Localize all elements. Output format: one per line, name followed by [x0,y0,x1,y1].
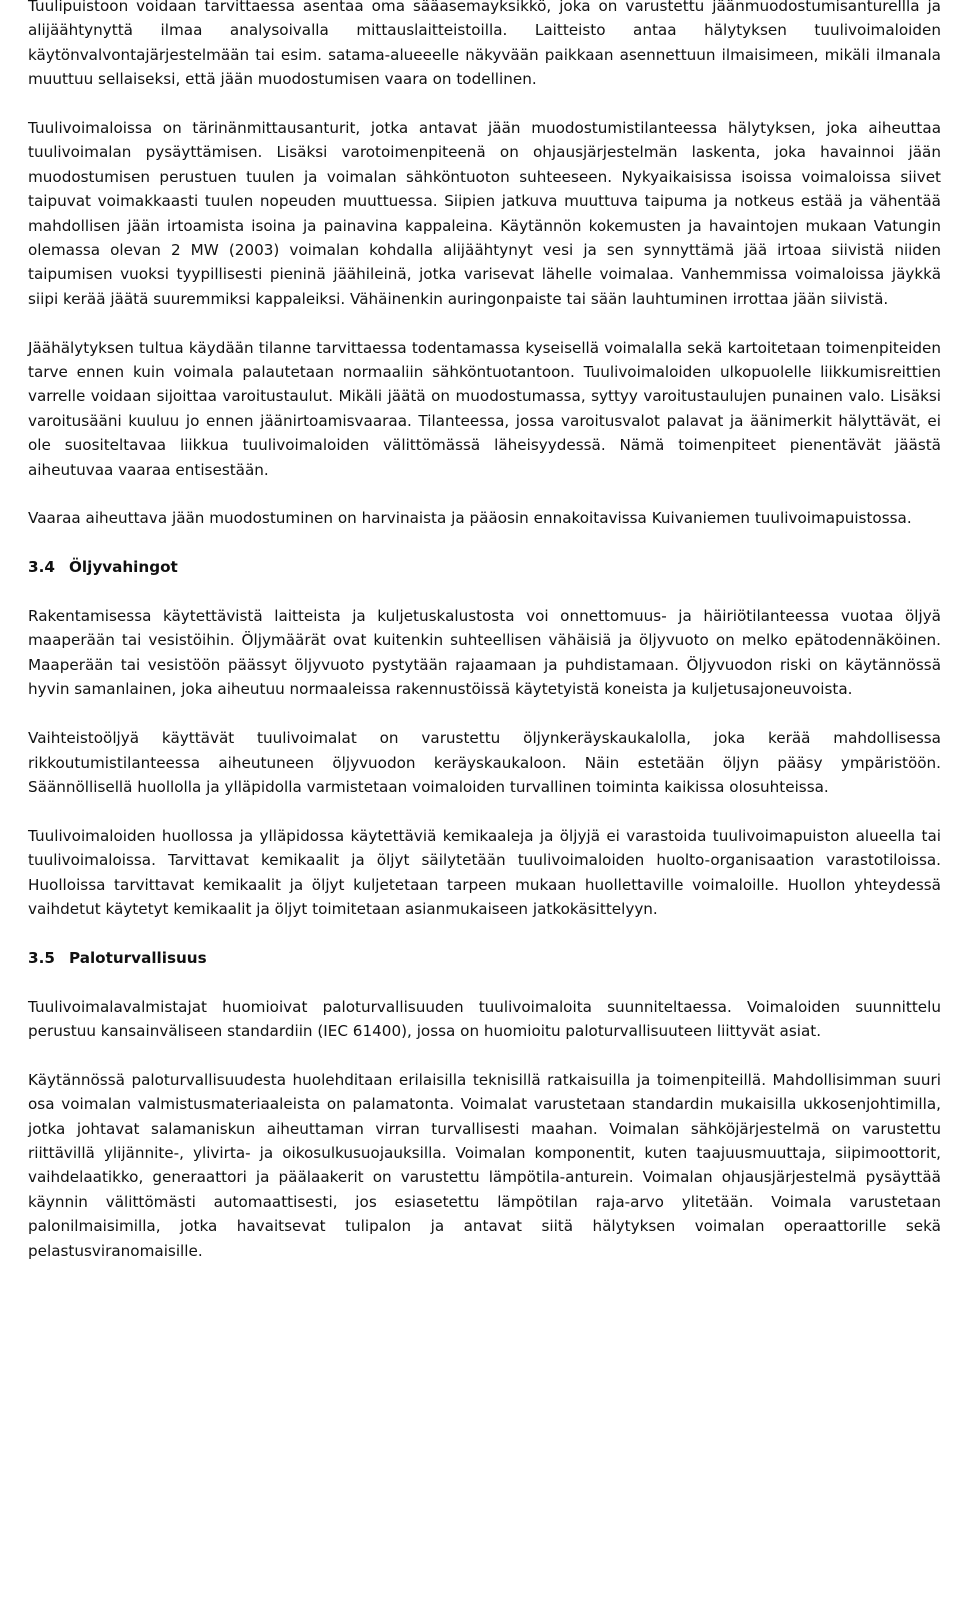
paragraph: Jäähälytyksen tultua käydään tilanne tarvittaessa todentamassa kyseisellä voimalalla sekä kartoitetaan toimenpiteiden tarve ennen kuin voimala palautetaan normaaliin sähköntuotantoon. Tuulivoimaloiden ulkopuolelle liikkumisreittien varrelle voidaan sijoittaa varoitustaulut. Mikäli jäätä on muodostumassa, syttyy varoitustaulujen punainen valo. Lisäksi varoitusääni kuuluu jo ennen jäänirtoamisvaaraa. Tilanteessa, jossa varoitusvalot palavat ja äänimerkit hälyttävät, ei ole suositeltavaa liikkua tuulivoimaloiden välittömässä läheisyydessä. Nämä toimenpiteet pienentävät jäästä aiheutuvaa vaaraa entisestään. [28,338,941,479]
section-heading-3-4 [28,555,941,579]
paragraph: Tuulipuistoon voidaan tarvittaessa asentaa oma sääasemayksikkö, joka on varustettu jäänmuodostumisanturellla ja alijäähtynyttä ilmaa analysoivalla mittauslaitteistoilla. Laitteisto antaa hälytyksen tuulivoimaloiden käytönvalvontajärjestelmään tai esim. satama-alueeelle näkyvään paikkaan asennettuun ilmaisimeen, mikäli ilmanala muuttuu sellaiseksi, että jään muodostumisen vaara on todellinen. [28,0,941,89]
paragraph: Vaaraa aiheuttava jään muodostuminen on harvinaista ja pääosin ennakoitavissa Kuivaniemen tuulivoimapuistossa. [28,509,912,528]
paragraph: Rakentamisessa käytettävistä laitteista ja kuljetuskalustosta voi onnettomuus- ja häiriötilanteessa vuotaa öljyä maaperään tai vesistöihin. Öljymäärät ovat kuitenkin suhteellisen vähäisiä ja öljyvuoto on melko epätodennäköinen. Maaperään tai vesistöön päässyt öljyvuoto pystytään rajaamaan ja puhdistamaan. Öljyvuodon riski on käytännössä hyvin samanlainen, joka aiheutuu normaaleissa rakennustöissä käytetyistä koneista ja kuljetusajoneuvoista. [28,607,941,699]
paragraph: Vaihteistoöljyä käyttävät tuulivoimalat on varustettu öljynkeräyskaukalolla, joka kerää mahdollisessa rikkoutumistilanteessa aiheutuneen öljyvuodon keräyskaukaloon. Näin estetään öljyn pääsy ympäristöön. Säännöllisellä huollolla ja ylläpidolla varmistetaan voimaloiden turvallinen toiminta kaikissa olosuhteissa. [28,729,941,796]
paragraph: Tuulivoimaloissa on tärinänmittausanturit, jotka antavat jään muodostumistilanteessa hälytyksen, joka aiheuttaa tuulivoimalan pysäyttämisen. Lisäksi varotoimenpiteenä on ohjausjärjestelmän laskenta, joka havainnoi jään muodostumisen perustuen tuulen ja voimalan sähköntuoton suhteeseen. Nykyaikaisissa isoissa voimaloissa siivet taipuvat voimakkaasti tuulen nopeuden muuttuessa. Siipien jatkuva muuttuva taipuma ja notkeus estää ja vähentää mahdollisen jään irtoamista isoina ja painavina kappaleina. Käytännön kokemusten ja havaintojen mukaan Vatungin olemassa olevan 2 MW (2003) voimalan kohdalla alijäähtynyt vesi ja sen synnyttämä jää irtoaa siivistä niiden taipumisen vuoksi tyypillisesti pieninä jäähileinä, jotka varisevat lähelle voimalaa. Vanhemmissa voimaloissa jäykkä siipi kerää jäätä suuremmiksi kappaleiksi. Vähäinenkin auringonpaiste tai sään lauhtuminen irrottaa jään siivistä. [28,119,941,308]
section-heading-3-5 [28,946,941,970]
section-title: Öljyvahingot [69,558,178,577]
paragraph: Tuulivoimalavalmistajat huomioivat paloturvallisuuden tuulivoimaloita suunniteltaessa. Voimaloiden suunnittelu perustuu kansainväliseen standardiin (IEC 61400), jossa on huomioitu paloturvallisuuteen liittyvät asiat. [28,997,941,1040]
section-title: Paloturvallisuus [69,948,207,967]
paragraph: Tuulivoimaloiden huollossa ja ylläpidossa käytettäviä kemikaaleja ja öljyjä ei varastoida tuulivoimapuiston alueella tai tuulivoimaloissa. Tarvittavat kemikaalit ja öljyt säilytetään tuulivoimaloiden huolto-organisaation varastotiloissa. Huolloissa tarvittavat kemikaalit ja öljyt kuljetetaan tarpeen mukaan huollettaville voimaloille. Huollon yhteydessä vaihdetut käytetyt kemikaalit ja öljyt toimitetaan asianmukaiseen jatkokäsittelyyn. [28,826,941,918]
section-number: 3.4 [28,558,55,577]
paragraph: Käytännössä paloturvallisuudesta huolehditaan erilaisilla teknisillä ratkaisuilla ja toimenpiteillä. Mahdollisimman suuri osa voimalan valmistusmateriaaleista on palamatonta. Voimalat varustetaan standardin mukaisilla ukkosenjohtimilla, jotka johtavat salamaniskun aiheuttaman virran turvallisesti maahan. Voimalan sähköjärjestelmä on varustettu riittävillä ylijännite-, ylivirta- ja oikosulkusuojauksilla. Voimalan komponentit, kuten taajuusmuuttaja, siipimoottorit, vaihdelaatikko, generaattori ja päälaakerit on varustettu lämpötila-anturein. Voimalan ohjausjärjestelmä pysäyttää käynnin välittömästi automaattisesti, jos esiasetettu lämpötilan raja-arvo ylitetään. Voimala varustetaan palonilmaisimilla, jotka havaitsevat tulipalon ja antavat siitä hälytyksen voimalan operaattorille sekä pelastusviranomaisille. [28,1070,941,1260]
section-number: 3.5 [28,948,55,967]
